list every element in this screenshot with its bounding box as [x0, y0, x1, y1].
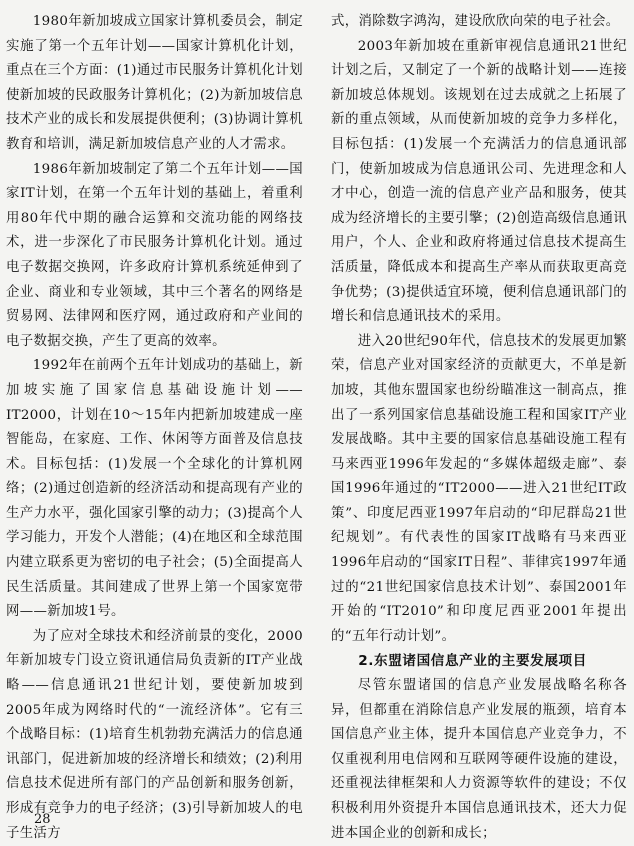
paragraph-1980-plan: 1980年新加坡成立国家计算机委员会，制定实施了第一个五年计划——国家计算机化计划，重点在三个方面：(1)通过市民服务计算机化计划使新加坡的民政服务计算机化；(2)为新加坡信息技术产业的成长和发展提供便利；(3)协调计算机教育和培训，满足新加坡信息产业的人才需求。	[6, 14, 303, 152]
paragraph-continuation: 式，消除数字鸿沟，建设欣欣向荣的电子社会。	[331, 14, 620, 29]
paragraph-1986-plan: 1986年新加坡制定了第二个五年计划——国家IT计划，在第一个五年计划的基础上，着重利用80年代中期的融合运算和交流功能的网络技术，进一步深化了市民服务计算机化计划。通过电子数据交换网，许多政府计算机系统延伸到了企业、商业和专业领域，其中三个著名的网络是贸易网、法律网和医疗网，通过政府和产业间的电子数据交换，产生了更高的效率。	[6, 161, 303, 349]
page-number: 28	[34, 812, 51, 827]
left-column	[6, 10, 303, 846]
section-heading: 2.东盟诸国信息产业的主要发展项目	[358, 653, 587, 670]
paragraph-1992-it2000: 1992年在前两个五年计划成功的基础上，新加坡实施了国家信息基础设施计划——IT2000，计划在10～15年内把新加坡建成一座智能岛，在家庭、工作、休闲等方面普及信息技术。目标包括：(1)发展一个全球化的计算机网络；(2)通过创造新的经济活动和提高现有产业的生产力水平，强化国家引擎的动力；(3)提高个人学习能力，开发个人潜能；(4)在地区和全球范围内建立联系更为密切的电子社会；(5)全面提高人民生活质量。其间建成了世界上第一个国家宽带网——新加坡1号。	[6, 358, 303, 620]
paragraph-2003-connected-singapore: 2003年新加坡在重新审视信息通讯21世纪计划之后，又制定了一个新的战略计划——连接新加坡总体规划。该规划在过去成就之上拓展了新的重点领域，从而使新加坡的竞争力多样化，目标包括：(1)发展一个充满活力的信息通讯部门，使新加坡成为信息通讯公司、先进理念和人才中心，创造一流的信息产业产品和服务，使其成为经济增长的主要引擎；(2)创造高级信息通讯用户，个人、企业和政府将通过信息技术提高生活质量，降低成本和提高生产率从而获取更高竞争优势；(3)提供适宜环境，便利信息通讯部门的增长和信息通讯技术的采用。	[331, 38, 627, 325]
right-column	[331, 10, 627, 846]
paragraph-1990s-asean: 进入20世纪90年代，信息技术的发展更加繁荣，信息产业对国家经济的贡献更大，不单是新加坡，其他东盟国家也纷纷瞄准这一制高点，推出了一系列国家信息基础设施工程和国家IT产业发展战略。其中主要的国家信息基础设施工程有马来西亚1996年发起的“多媒体超级走廊”、泰国1996年通过的“IT2000——进入21世纪IT政策”、印度尼西亚1997年启动的“印尼群岛21世纪规划”。有代表性的国家IT战略有马来西亚1996年启动的“国家IT日程”、菲律宾1997年通过的“21世纪国家信息技术计划”、泰国2001年开始的“IT2010”和印度尼西亚2001年提出的“五年行动计划”。	[331, 333, 627, 644]
paragraph-asean-projects: 尽管东盟诸国的信息产业发展战略名称各异，但都重在消除信息产业发展的瓶颈，培育本国信息产业主体，提升本国信息产业竞争力，不仅重视利用电信网和互联网等硬件设施的建设，还重视法律框架和人力资源等软件的建设；不仅积极利用外资提升本国信息通讯技术，还大力促进本国企业的创新和成长；	[331, 678, 627, 841]
paragraph-2000-infocomm21: 为了应对全球技术和经济前景的变化，2000年新加坡专门设立资讯通信局负责新的IT产业战略——信息通讯21世纪计划，要使新加坡到2005年成为网络时代的“一流经济体”。它有三个战略目标：(1)培育生机勃勃充满活力的信息通讯部门，促进新加坡的经济增长和绩效；(2)利用信息技术促进所有部门的产品创新和服务创新，形成有竞争力的电子经济；(3)引导新加坡人的电子生活方	[6, 628, 303, 841]
